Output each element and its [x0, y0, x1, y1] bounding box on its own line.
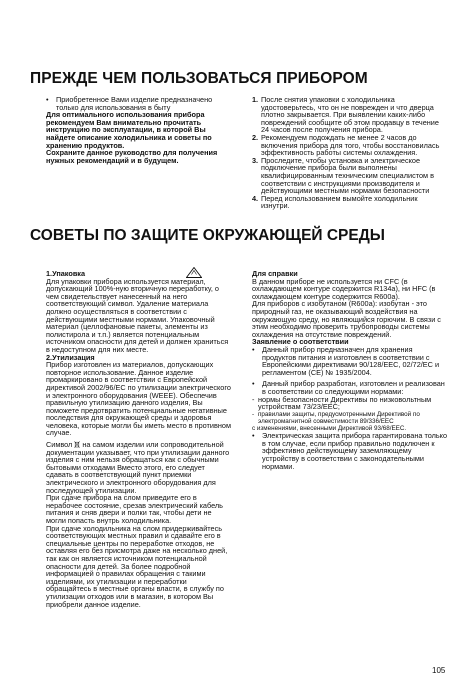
- conformity-bullet: • Данный прибор разработан, изготовлен и реализован в соответствии со следующими нормами:: [252, 380, 448, 395]
- norm-item: с изменениями, внесенными Директивой 93/68/EEC.: [252, 425, 407, 433]
- step-item: [252, 96, 448, 134]
- step-number: 1.: [252, 95, 259, 104]
- step-text: Рекомендуем подождать не менее 2 часов до включения прибора для того, чтобы восстановилась эффективность работы системы охлаждения.: [261, 132, 440, 158]
- step-text: Проследите, чтобы установка и электрическое подключение прибора были выполнены квалифицированным техническим специалистом в соответствии с инструкциями производителя и действующими местными нормами безопасности: [261, 155, 434, 196]
- disposal-title: 2.Утилизация: [46, 352, 95, 362]
- norm-item: - правилами защиты, предусмотренными Директивой по электромагнитной совместимости 89/336/EEC: [252, 411, 448, 425]
- step-item: [252, 195, 448, 210]
- recycle-icon: [186, 267, 202, 278]
- environment-right-column: [252, 270, 448, 470]
- packing-text: Для упаковки прибора используется материал, допускающий 100%-ную вторичную переработку, о чем свидетельствует нанесенный на него соответствующий символ. Удаление материала должно осуществляться в соответствии с действующими местными нормами. Упаковочный материал (целлофановые пакеты, элементы из полистирола и т.п.) является потенциальным источником опасности для детей и должен храниться в недоступном для них месте.: [46, 276, 229, 354]
- info-text: В данном приборе не используется ни CFC (в охлаждающем контуре содержится R134a), ни HFC (в охлаждающем контуре содержится R600a).: [252, 276, 436, 301]
- read-instructions-paragraph: Для оптимального использования прибора рекомендуем Вам внимательно прочитать инструкцию по эксплуатации, в которой Вы найдете описание холодильника и советы по хранению продуктов.: [46, 110, 212, 150]
- symbol-paragraph: [46, 441, 232, 494]
- norm-item: - нормы безопасности Директивы по низковольтным устройствам 73/23/EEC;: [252, 396, 448, 411]
- step-number: 2.: [252, 132, 259, 142]
- step-text: Перед использованием вымойте холодильник изнутри.: [261, 193, 418, 211]
- step-number: 4.: [252, 193, 259, 203]
- household-use-bullet: • Приобретенное Вами изделие предназначено только для использования в быту: [46, 96, 232, 111]
- symbol-text-start: Символ: [46, 440, 73, 450]
- environment-left-column: [46, 270, 232, 608]
- before-use-left-column: [46, 96, 232, 164]
- old-device-text: При сдаче прибора на слом приведите его в нерабочее состояние, срезав электрический кабель питания и сняв двери и полки так, чтобы дети не могли попасть внутрь холодильника.: [46, 493, 223, 525]
- before-use-steps: [252, 96, 448, 210]
- keep-manual-paragraph: Сохраните данное руководство для получения нужных рекомендаций и в будущем.: [46, 148, 218, 165]
- packing-title: [46, 270, 232, 278]
- step-text: После снятия упаковки с холодильника удостоверьтесь, что он не поврежден и что дверца плотно закрывается. При выявлении каких-либо повреждений сообщите об этом продавцу в течение 24 часов после получения прибора.: [261, 95, 439, 135]
- step-number: 3.: [252, 155, 259, 165]
- page-number: 105: [432, 666, 446, 675]
- step-item: [252, 134, 448, 157]
- heading-before-use: ПРЕЖДЕ ЧЕМ ПОЛЬЗОВАТЬСЯ ПРИБОРОМ: [30, 70, 368, 87]
- heading-environment: СОВЕТЫ ПО ЗАЩИТЕ ОКРУЖАЮЩЕЙ СРЕДЫ: [30, 227, 385, 244]
- isobutane-text: Для приборов с изобутаном (R600a): изобутан - это природный газ, не оказывающий воздействия на окружающую среду, но являющийся горючим. В связи с этим необходимо проверить трубопроводы системы охлаждения на отсутствие повреждений.: [252, 299, 441, 339]
- symbol-text-end: на самом изделии или сопроводительной документации указывает, что при утилизации данного изделия с ним нельзя обращаться как с обычными бытовыми отходами Вместо этого, его следует сдавать в соответствующий пункт приемки электрического и электронного оборудования для последующей утилизации.: [46, 440, 230, 495]
- disposal-text: Прибор изготовлен из материалов, допускающих повторное использование. Данное изделие промаркировано в соответствии с Европейской директивой 2002/96/EC по утилизации электрического и электронного оборудования (WEEE). Обеспечив правильную утилизацию данного изделия, Вы поможете предотвратить потенциальные негативные последствия для окружающей среды и здоровья человека, которые могли бы иметь место в противном случае.: [46, 360, 231, 438]
- packing-title-text: 1.Упаковка: [46, 269, 86, 278]
- conformity-bullet: • Электрическая защита прибора гарантирована только в том случае, если прибор правильно подключен к эффективно действующему заземляющему устройству в соответствии с законодательными нормами.: [252, 432, 448, 470]
- conformity-bullet: • Данный прибор предназначен для хранения продуктов питания и изготовлен в соответствии с Европейскими директивами 90/128/EEC, 02/72/EC и регламентом (CE) № 1935/2004.: [252, 346, 448, 376]
- conformity-title: Заявление о соответствии: [252, 337, 349, 347]
- step-item: [252, 157, 448, 195]
- scrap-text: При сдаче холодильника на слом придерживайтесь соответствующих местных правил и сдавайте его в специальные центры по переработке отходов, не оставляя его без присмотра даже на несколько дней, так как он является источником потенциальной опасности для детей. За более подробной информацией о правилах обращения с такими изделиями, их утилизации и переработки обращайтесь в местные органы власти, в службу по утилизации отходов или в магазин, в котором Вы приобрели данное изделие.: [46, 523, 228, 609]
- info-title: Для справки: [252, 269, 298, 278]
